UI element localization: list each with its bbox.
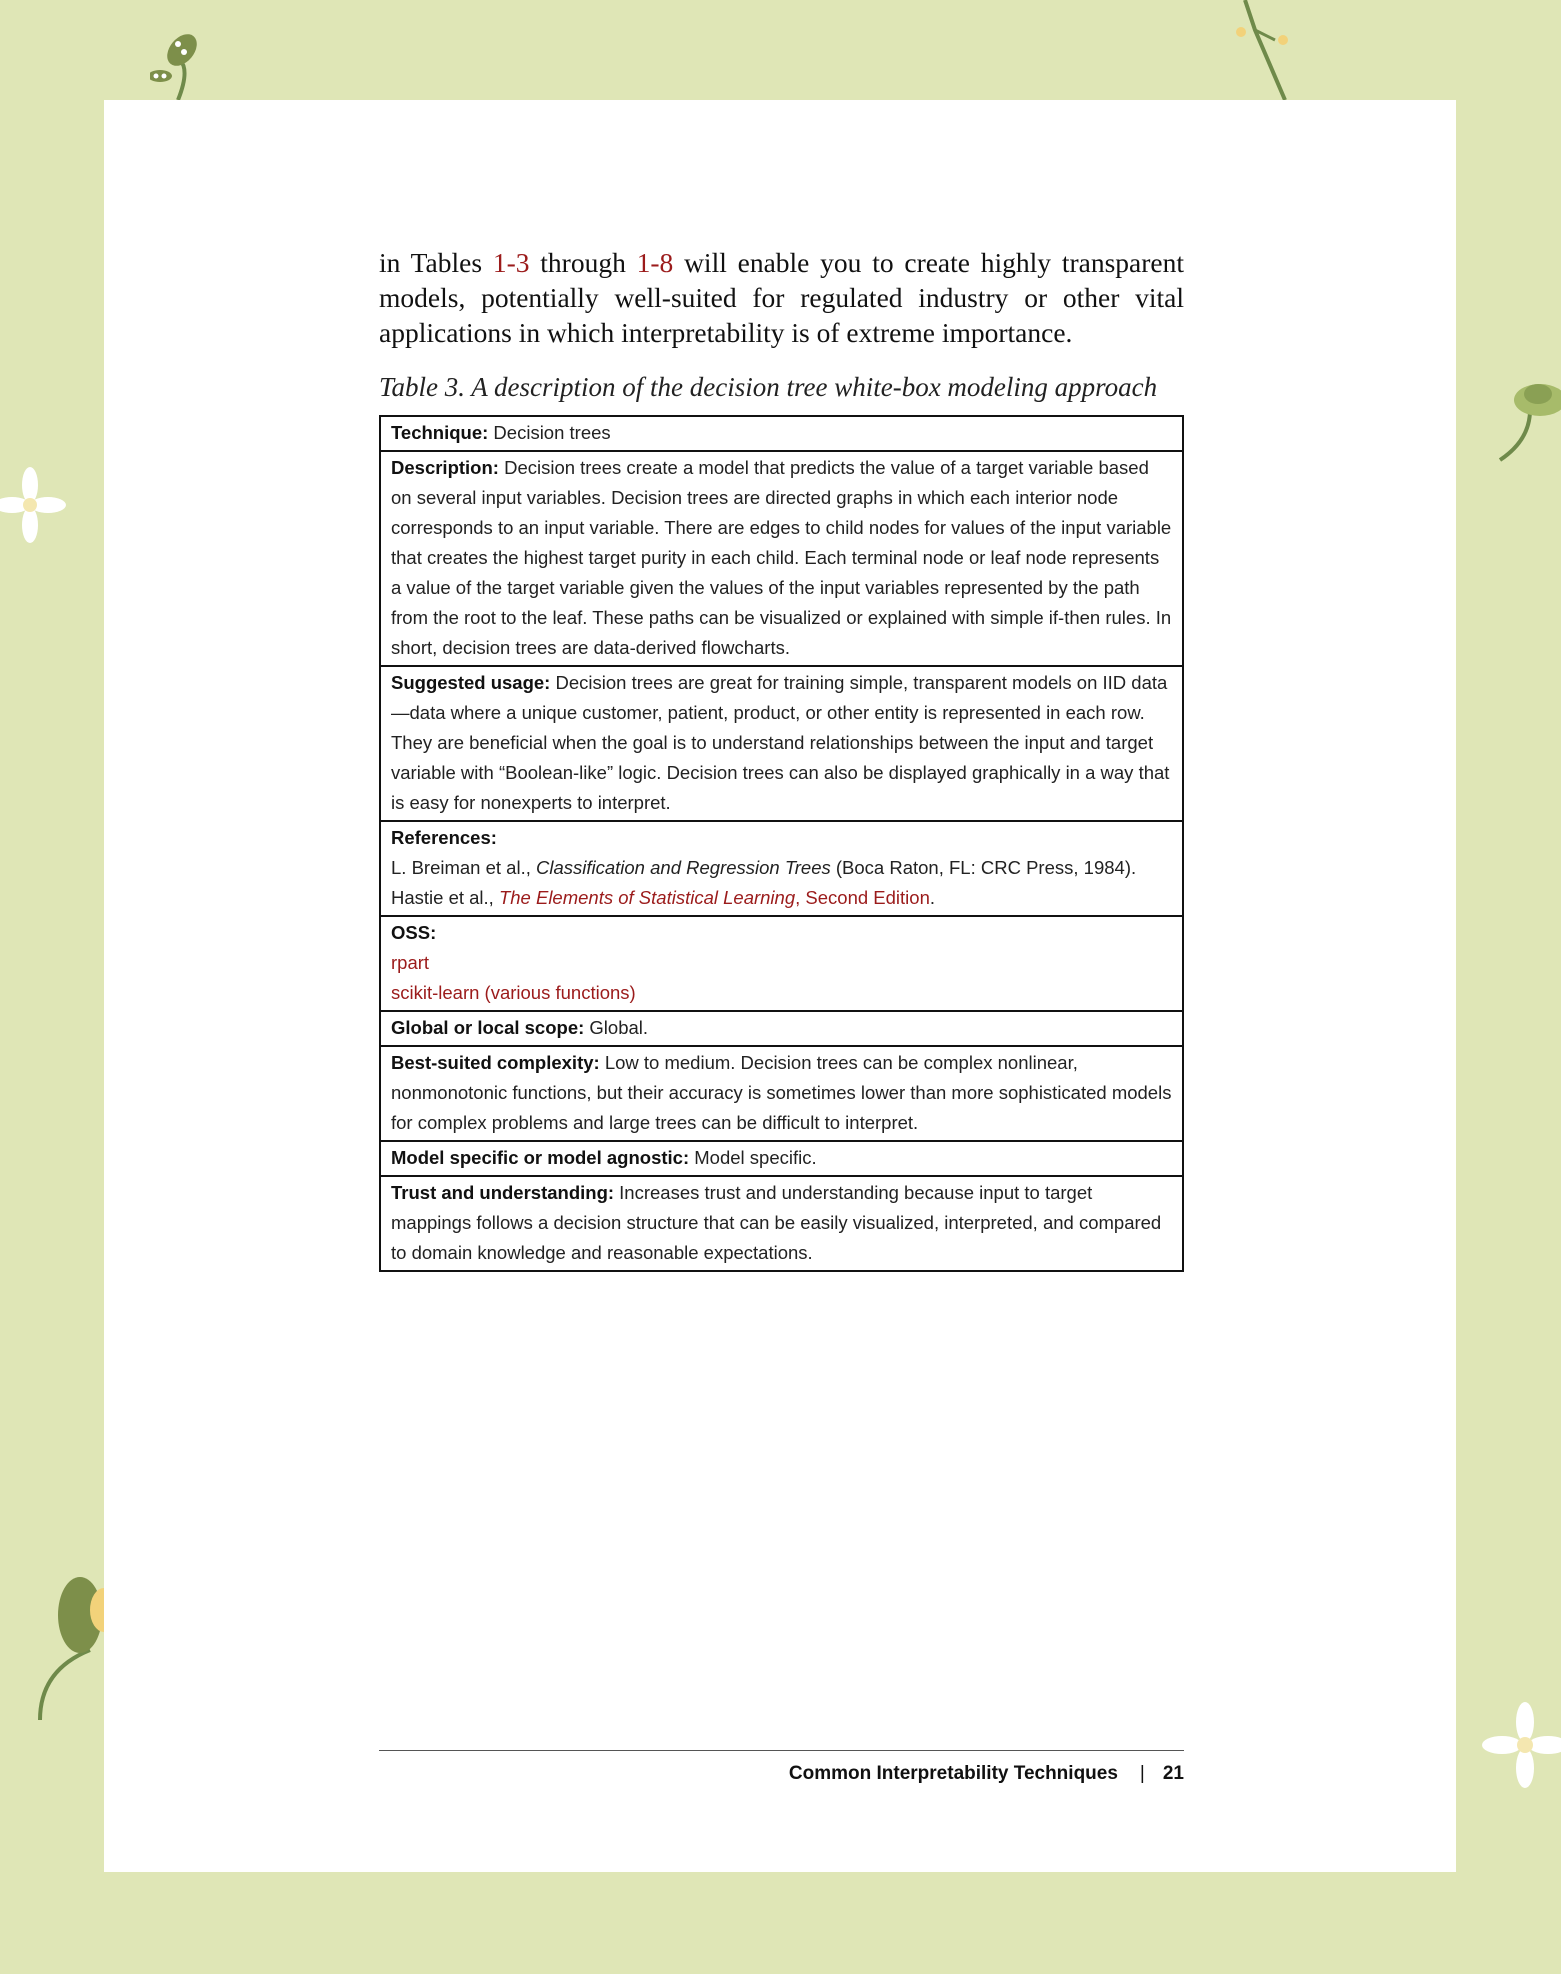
- row-label: OSS:: [391, 922, 437, 943]
- leaf-sprig-decoration-top-left: [150, 30, 250, 100]
- technique-table: [379, 415, 1184, 1272]
- row-label: Description:: [391, 457, 499, 478]
- leaf-decoration-bottom-left: [20, 1560, 104, 1720]
- oss-link-scikit-learn[interactable]: scikit-learn (various functions): [391, 982, 636, 1003]
- table-ref-link-1-8[interactable]: 1-8: [636, 247, 674, 278]
- page-number: 21: [1162, 1763, 1184, 1784]
- table-ref-link-1-3[interactable]: 1-3: [492, 247, 530, 278]
- row-label: Global or local scope:: [391, 1017, 585, 1038]
- footer-section-title: Common Interpretability Techniques: [788, 1763, 1118, 1784]
- table-row-references: [381, 820, 1182, 915]
- row-label: Model specific or model agnostic:: [391, 1147, 690, 1168]
- footer-separator: |: [1139, 1763, 1145, 1784]
- row-label: Suggested usage:: [391, 672, 551, 693]
- reference-edition-link[interactable]: , Second Edition: [795, 887, 930, 908]
- row-text: Model specific.: [689, 1147, 817, 1168]
- intro-paragraph: [379, 245, 1184, 350]
- table-row-model-specific: [381, 1140, 1182, 1175]
- table-row-description: [381, 450, 1182, 665]
- table-row-complexity: [381, 1045, 1182, 1140]
- branch-decoration-top-right: [1225, 0, 1305, 100]
- row-label: Technique:: [391, 422, 489, 443]
- intro-text-1: in Tables: [379, 247, 493, 278]
- row-text: Decision trees are great for training simple, transparent models on IID data—data where a unique customer, patient, product, or other entity is represented in each row. They are beneficial when the goal is to understand relationships between the input and target variable with “Boolean-like” logic. Decision trees can also be displayed graphically in a way that is easy for nonexperts to interpret.: [391, 672, 1170, 813]
- oss-link-rpart[interactable]: rpart: [391, 952, 430, 973]
- reference-title: Classification and Regression Trees: [535, 857, 831, 878]
- table-row-trust: [381, 1175, 1182, 1270]
- row-text: Increases trust and understanding because input to target mappings follows a decision structure that can be easily visualized, interpreted, and compared to domain knowledge and reasonable expectations.: [391, 1182, 1162, 1263]
- row-label: Trust and understanding:: [391, 1182, 615, 1203]
- reference-hastie: Hastie et al., The Elements of Statistical Learning, Second Edition.: [391, 887, 935, 908]
- row-text: Decision trees create a model that predicts the value of a target variable based on several input variables. Decision trees are directed graphs in which each interior node corresponds to an input variable. There are edges to child nodes for values of the input variable that creates the highest target purity in each child. Each terminal node or leaf node represents a value of the target variable given the values of the input variables represented by the path from the root to the leaf. These paths can be visualized or explained with simple if-then rules. In short, decision trees are data-derived flowcharts.: [391, 457, 1172, 658]
- table-caption: Table 3. A description of the decision tree white-box modeling approach: [379, 372, 1158, 402]
- row-label: References:: [391, 827, 497, 848]
- flower-decoration-left: [0, 460, 70, 550]
- row-text: Global.: [584, 1017, 649, 1038]
- leaf-decoration-right: [1490, 370, 1561, 470]
- page-footer: [379, 1750, 1184, 1785]
- page-content: [379, 245, 1184, 1272]
- table-row-oss: [381, 915, 1182, 1010]
- intro-text-2: through: [529, 247, 637, 278]
- table-row-suggested-usage: [381, 665, 1182, 820]
- reference-breiman: L. Breiman et al., Classification and Regression Trees (Boca Raton, FL: CRC Press, 1984).: [391, 857, 1137, 878]
- row-text: Low to medium. Decision trees can be complex nonlinear, nonmonotonic functions, but their accuracy is sometimes lower than more sophisticated models for complex problems and large trees can be difficult to interpret.: [391, 1052, 1172, 1133]
- reference-title-link[interactable]: The Elements of Statistical Learning: [498, 887, 796, 908]
- table-row-technique: [381, 417, 1182, 450]
- row-text: Decision trees: [488, 422, 611, 443]
- table-row-scope: [381, 1010, 1182, 1045]
- intro-text-3: will enable you to create highly transparent models, potentially well-suited for regulated industry or other vital applications in which interpretability is of extreme importance.: [379, 247, 1184, 348]
- row-label: Best-suited complexity:: [391, 1052, 600, 1073]
- flower-decoration-bottom-right: [1480, 1700, 1561, 1790]
- book-page: [104, 100, 1456, 1872]
